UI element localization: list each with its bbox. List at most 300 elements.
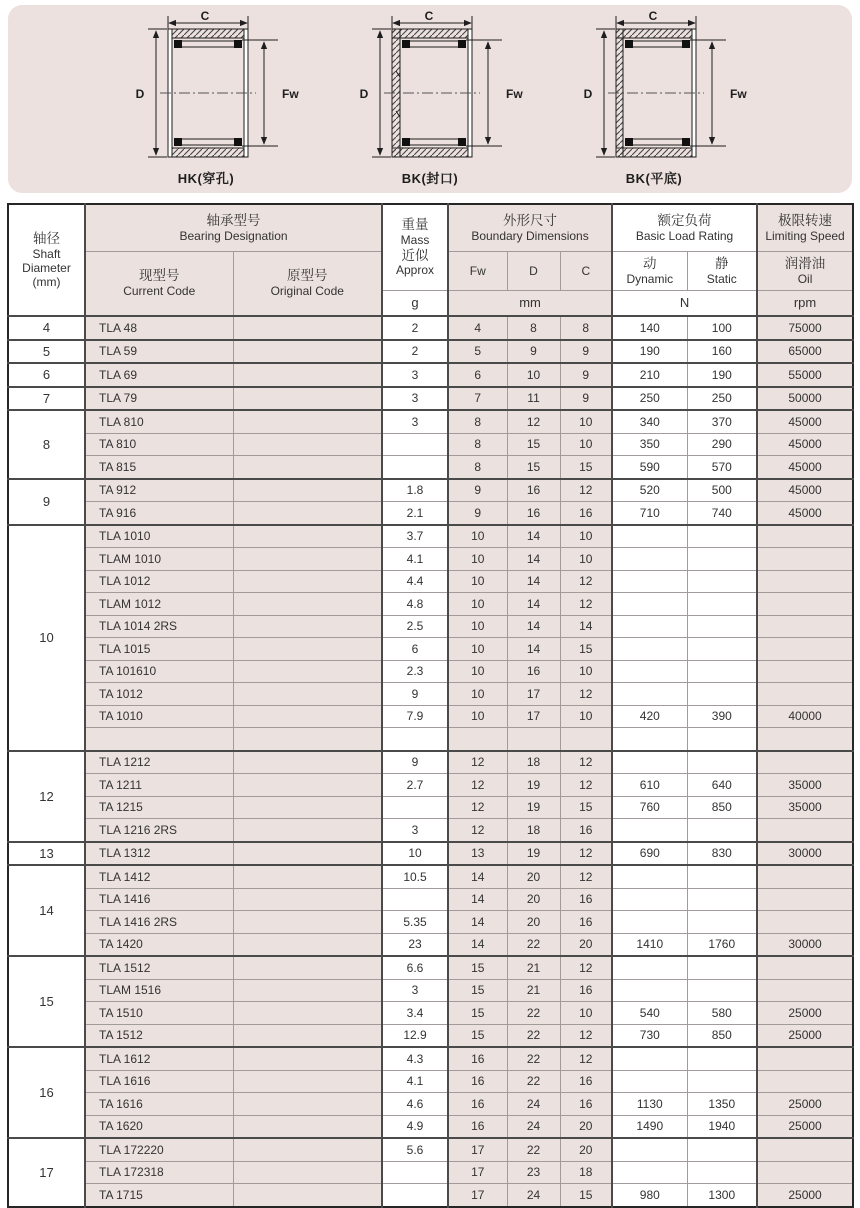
original-code-cell — [233, 570, 382, 593]
table-row — [8, 796, 853, 819]
table-row — [8, 933, 853, 956]
mass-cell: 4.1 — [382, 1070, 448, 1093]
d-cell: 17 — [507, 705, 560, 728]
table-row — [8, 525, 853, 548]
c-cell: 12 — [560, 479, 612, 502]
dynamic-cell: 980 — [612, 1184, 687, 1207]
original-code-cell — [233, 593, 382, 616]
c-cell: 12 — [560, 593, 612, 616]
d-cell: 20 — [507, 911, 560, 934]
d-cell: 16 — [507, 479, 560, 502]
header-unit-n: N — [612, 291, 757, 317]
mass-cell: 2 — [382, 316, 448, 340]
original-code-cell — [233, 865, 382, 888]
original-code-cell — [233, 1184, 382, 1207]
c-cell: 12 — [560, 774, 612, 797]
current-code-cell: TA 1215 — [85, 796, 233, 819]
c-cell: 9 — [560, 363, 612, 387]
fw-cell: 16 — [448, 1047, 507, 1070]
rpm-cell: 50000 — [757, 387, 853, 411]
rpm-cell — [757, 1138, 853, 1161]
d-cell: 22 — [507, 1002, 560, 1025]
header-limiting-speed: 极限转速 Limiting Speed — [757, 204, 853, 252]
d-cell: 15 — [507, 433, 560, 456]
rpm-cell — [757, 865, 853, 888]
c-cell: 12 — [560, 1024, 612, 1047]
current-code-cell: TLA 59 — [85, 340, 233, 364]
table-row — [8, 1093, 853, 1116]
rpm-cell: 30000 — [757, 842, 853, 866]
current-code-cell: TA 1010 — [85, 705, 233, 728]
dynamic-cell: 350 — [612, 433, 687, 456]
dynamic-cell — [612, 1070, 687, 1093]
fw-cell: 8 — [448, 433, 507, 456]
mass-cell: 2.1 — [382, 502, 448, 525]
mass-cell: 9 — [382, 683, 448, 706]
current-code-cell: TLAM 1012 — [85, 593, 233, 616]
c-cell — [560, 728, 612, 751]
current-code-cell: TA 1211 — [85, 774, 233, 797]
d-cell: 20 — [507, 865, 560, 888]
original-code-cell — [233, 340, 382, 364]
current-code-cell: TLA 810 — [85, 410, 233, 433]
current-code-cell: TLA 1010 — [85, 525, 233, 548]
svg-text:C: C — [648, 11, 658, 23]
diagram-hk-label: HK(穿孔) — [177, 171, 235, 186]
header-unit-rpm: rpm — [757, 291, 853, 317]
static-cell — [687, 683, 757, 706]
original-code-cell — [233, 660, 382, 683]
rpm-cell: 45000 — [757, 456, 853, 479]
shaft-diameter-cell: 5 — [8, 340, 85, 364]
fw-cell: 5 — [448, 340, 507, 364]
fw-cell: 10 — [448, 660, 507, 683]
d-cell: 15 — [507, 456, 560, 479]
fw-cell: 10 — [448, 525, 507, 548]
c-cell: 12 — [560, 683, 612, 706]
table-row — [8, 1115, 853, 1138]
original-code-cell — [233, 796, 382, 819]
bearing-cross-section-hk — [106, 11, 306, 171]
table-row — [8, 1070, 853, 1093]
current-code-cell: TLA 48 — [85, 316, 233, 340]
current-code-cell: TA 1620 — [85, 1115, 233, 1138]
d-cell: 21 — [507, 979, 560, 1002]
static-cell — [687, 1138, 757, 1161]
table-row — [8, 683, 853, 706]
rpm-cell — [757, 638, 853, 661]
c-cell: 16 — [560, 979, 612, 1002]
original-code-cell — [233, 1024, 382, 1047]
fw-cell: 12 — [448, 751, 507, 774]
rpm-cell: 25000 — [757, 1002, 853, 1025]
current-code-cell: TLA 1412 — [85, 865, 233, 888]
d-cell: 14 — [507, 548, 560, 571]
static-cell — [687, 525, 757, 548]
d-cell: 22 — [507, 1047, 560, 1070]
table-row — [8, 728, 853, 751]
fw-cell: 10 — [448, 683, 507, 706]
static-cell — [687, 819, 757, 842]
rpm-cell: 25000 — [757, 1115, 853, 1138]
table-row — [8, 865, 853, 888]
d-cell: 22 — [507, 1070, 560, 1093]
current-code-cell: TLA 1216 2RS — [85, 819, 233, 842]
mass-cell: 4.1 — [382, 548, 448, 571]
shaft-diameter-cell: 9 — [8, 479, 85, 525]
fw-cell: 10 — [448, 570, 507, 593]
original-code-cell — [233, 979, 382, 1002]
shaft-diameter-cell: 17 — [8, 1138, 85, 1207]
rpm-cell: 45000 — [757, 502, 853, 525]
original-code-cell — [233, 525, 382, 548]
table-row — [8, 888, 853, 911]
rpm-cell — [757, 956, 853, 979]
d-cell: 14 — [507, 570, 560, 593]
rpm-cell — [757, 911, 853, 934]
rpm-cell — [757, 683, 853, 706]
current-code-cell: TLAM 1516 — [85, 979, 233, 1002]
table-row — [8, 433, 853, 456]
rpm-cell: 25000 — [757, 1184, 853, 1207]
mass-cell: 6 — [382, 638, 448, 661]
static-cell — [687, 751, 757, 774]
static-cell — [687, 638, 757, 661]
table-row — [8, 340, 853, 364]
current-code-cell: TLA 1015 — [85, 638, 233, 661]
header-c: C — [560, 252, 612, 291]
rpm-cell: 40000 — [757, 705, 853, 728]
c-cell: 16 — [560, 1093, 612, 1116]
current-code-cell: TA 101610 — [85, 660, 233, 683]
d-cell: 23 — [507, 1161, 560, 1184]
c-cell: 8 — [560, 316, 612, 340]
mass-cell: 3.7 — [382, 525, 448, 548]
svg-text:Fw: Fw — [506, 87, 523, 101]
d-cell: 19 — [507, 774, 560, 797]
diagram-bk-flat — [554, 11, 754, 187]
current-code-cell: TLA 1612 — [85, 1047, 233, 1070]
c-cell: 10 — [560, 410, 612, 433]
table-row — [8, 660, 853, 683]
mass-cell: 3 — [382, 819, 448, 842]
current-code-cell: TLA 1212 — [85, 751, 233, 774]
d-cell: 22 — [507, 1138, 560, 1161]
dim-d-label: D — [135, 87, 145, 101]
original-code-cell — [233, 728, 382, 751]
mass-cell: 4.8 — [382, 593, 448, 616]
current-code-cell: TLA 1616 — [85, 1070, 233, 1093]
original-code-cell — [233, 842, 382, 866]
static-cell — [687, 1161, 757, 1184]
current-code-cell: TLA 79 — [85, 387, 233, 411]
dynamic-cell: 610 — [612, 774, 687, 797]
fw-cell: 12 — [448, 796, 507, 819]
original-code-cell — [233, 751, 382, 774]
table-row — [8, 774, 853, 797]
original-code-cell — [233, 1161, 382, 1184]
shaft-diameter-cell: 16 — [8, 1047, 85, 1138]
static-cell: 580 — [687, 1002, 757, 1025]
header-original-code: 原型号 Original Code — [233, 252, 382, 317]
header-d: D — [507, 252, 560, 291]
mass-cell: 10.5 — [382, 865, 448, 888]
static-cell: 1940 — [687, 1115, 757, 1138]
original-code-cell — [233, 933, 382, 956]
mass-cell: 5.6 — [382, 1138, 448, 1161]
dim-c-label: C — [200, 11, 210, 23]
original-code-cell — [233, 956, 382, 979]
c-cell: 9 — [560, 340, 612, 364]
original-code-cell — [233, 705, 382, 728]
header-unit-mm: mm — [448, 291, 612, 317]
d-cell: 22 — [507, 1024, 560, 1047]
c-cell: 10 — [560, 1002, 612, 1025]
mass-cell: 4.4 — [382, 570, 448, 593]
mass-cell: 4.3 — [382, 1047, 448, 1070]
rpm-cell: 65000 — [757, 340, 853, 364]
current-code-cell: TLA 69 — [85, 363, 233, 387]
diagram-bk-flat-label: BK(平底) — [625, 171, 683, 186]
mass-cell: 10 — [382, 842, 448, 866]
static-cell — [687, 911, 757, 934]
d-cell: 22 — [507, 933, 560, 956]
current-code-cell: TA 1012 — [85, 683, 233, 706]
original-code-cell — [233, 316, 382, 340]
c-cell: 12 — [560, 570, 612, 593]
mass-cell: 2.5 — [382, 615, 448, 638]
original-code-cell — [233, 1138, 382, 1161]
current-code-cell: TA 912 — [85, 479, 233, 502]
static-cell — [687, 956, 757, 979]
rpm-cell — [757, 1161, 853, 1184]
fw-cell: 16 — [448, 1070, 507, 1093]
diagram-hk — [106, 11, 306, 187]
c-cell: 10 — [560, 705, 612, 728]
static-cell: 390 — [687, 705, 757, 728]
header-static: 静 Static — [687, 252, 757, 291]
c-cell: 16 — [560, 502, 612, 525]
static-cell — [687, 979, 757, 1002]
c-cell: 16 — [560, 888, 612, 911]
shaft-diameter-cell: 13 — [8, 842, 85, 866]
bearing-cross-section-bk-flat — [554, 11, 754, 171]
current-code-cell: TA 1715 — [85, 1184, 233, 1207]
dynamic-cell — [612, 593, 687, 616]
d-cell: 24 — [507, 1184, 560, 1207]
dynamic-cell — [612, 570, 687, 593]
original-code-cell — [233, 1070, 382, 1093]
rpm-cell — [757, 728, 853, 751]
c-cell: 15 — [560, 456, 612, 479]
table-row — [8, 1024, 853, 1047]
rpm-cell — [757, 1047, 853, 1070]
rpm-cell — [757, 1070, 853, 1093]
table-row — [8, 387, 853, 411]
dynamic-cell — [612, 979, 687, 1002]
fw-cell: 9 — [448, 479, 507, 502]
static-cell: 1760 — [687, 933, 757, 956]
current-code-cell: TLA 1312 — [85, 842, 233, 866]
d-cell: 16 — [507, 660, 560, 683]
table-row — [8, 956, 853, 979]
fw-cell: 15 — [448, 979, 507, 1002]
current-code-cell: TA 810 — [85, 433, 233, 456]
dynamic-cell: 760 — [612, 796, 687, 819]
static-cell — [687, 1047, 757, 1070]
fw-cell: 14 — [448, 933, 507, 956]
table-row — [8, 705, 853, 728]
d-cell: 18 — [507, 751, 560, 774]
rpm-cell — [757, 615, 853, 638]
header-bearing-designation: 轴承型号 Bearing Designation — [85, 204, 382, 252]
current-code-cell: TA 1616 — [85, 1093, 233, 1116]
d-cell: 14 — [507, 593, 560, 616]
fw-cell: 4 — [448, 316, 507, 340]
current-code-cell: TLA 1014 2RS — [85, 615, 233, 638]
mass-cell: 1.8 — [382, 479, 448, 502]
header-mass: 重量 Mass 近似 Approx — [382, 204, 448, 291]
bearing-spec-table — [7, 203, 854, 1208]
d-cell: 21 — [507, 956, 560, 979]
d-cell: 11 — [507, 387, 560, 411]
mass-cell: 6.6 — [382, 956, 448, 979]
mass-cell: 23 — [382, 933, 448, 956]
static-cell: 190 — [687, 363, 757, 387]
current-code-cell: TLAM 1010 — [85, 548, 233, 571]
c-cell: 12 — [560, 842, 612, 866]
fw-cell: 13 — [448, 842, 507, 866]
header-oil: 润滑油 Oil — [757, 252, 853, 291]
d-cell: 14 — [507, 525, 560, 548]
fw-cell: 6 — [448, 363, 507, 387]
mass-cell: 2.3 — [382, 660, 448, 683]
static-cell — [687, 888, 757, 911]
fw-cell — [448, 728, 507, 751]
fw-cell: 17 — [448, 1184, 507, 1207]
mass-cell — [382, 456, 448, 479]
d-cell: 10 — [507, 363, 560, 387]
static-cell — [687, 865, 757, 888]
table-row — [8, 615, 853, 638]
rpm-cell: 75000 — [757, 316, 853, 340]
table-row — [8, 979, 853, 1002]
mass-cell: 3 — [382, 387, 448, 411]
d-cell: 17 — [507, 683, 560, 706]
c-cell: 20 — [560, 1138, 612, 1161]
c-cell: 10 — [560, 433, 612, 456]
svg-text:Fw: Fw — [730, 87, 747, 101]
fw-cell: 15 — [448, 1024, 507, 1047]
header-fw: Fw — [448, 252, 507, 291]
original-code-cell — [233, 410, 382, 433]
dynamic-cell — [612, 751, 687, 774]
mass-cell: 3 — [382, 410, 448, 433]
dynamic-cell: 190 — [612, 340, 687, 364]
mass-cell — [382, 433, 448, 456]
mass-cell — [382, 1184, 448, 1207]
fw-cell: 16 — [448, 1093, 507, 1116]
mass-cell: 3 — [382, 363, 448, 387]
table-row — [8, 911, 853, 934]
mass-cell: 4.9 — [382, 1115, 448, 1138]
d-cell: 8 — [507, 316, 560, 340]
fw-cell: 9 — [448, 502, 507, 525]
dynamic-cell — [612, 728, 687, 751]
shaft-diameter-cell: 6 — [8, 363, 85, 387]
table-row — [8, 1002, 853, 1025]
rpm-cell: 35000 — [757, 774, 853, 797]
rpm-cell — [757, 888, 853, 911]
header-current-code: 现型号 Current Code — [85, 252, 233, 317]
svg-text:D: D — [359, 87, 369, 101]
current-code-cell: TA 1510 — [85, 1002, 233, 1025]
table-row — [8, 593, 853, 616]
d-cell — [507, 728, 560, 751]
rpm-cell: 25000 — [757, 1024, 853, 1047]
table-row — [8, 502, 853, 525]
mass-cell: 3.4 — [382, 1002, 448, 1025]
dynamic-cell: 140 — [612, 316, 687, 340]
mass-cell — [382, 888, 448, 911]
c-cell: 20 — [560, 1115, 612, 1138]
c-cell: 16 — [560, 1070, 612, 1093]
static-cell — [687, 615, 757, 638]
static-cell — [687, 570, 757, 593]
c-cell: 15 — [560, 796, 612, 819]
static-cell: 850 — [687, 796, 757, 819]
static-cell: 500 — [687, 479, 757, 502]
fw-cell: 12 — [448, 774, 507, 797]
original-code-cell — [233, 502, 382, 525]
mass-cell — [382, 728, 448, 751]
static-cell: 640 — [687, 774, 757, 797]
dynamic-cell: 710 — [612, 502, 687, 525]
fw-cell: 17 — [448, 1138, 507, 1161]
shaft-diameter-cell: 14 — [8, 865, 85, 956]
d-cell: 19 — [507, 842, 560, 866]
dynamic-cell: 1490 — [612, 1115, 687, 1138]
original-code-cell — [233, 774, 382, 797]
dynamic-cell: 340 — [612, 410, 687, 433]
static-cell: 290 — [687, 433, 757, 456]
original-code-cell — [233, 819, 382, 842]
header-shaft-diameter: 轴径 Shaft Diameter (mm) — [8, 204, 85, 316]
static-cell — [687, 593, 757, 616]
fw-cell: 17 — [448, 1161, 507, 1184]
fw-cell: 10 — [448, 548, 507, 571]
static-cell: 1300 — [687, 1184, 757, 1207]
dynamic-cell — [612, 819, 687, 842]
table-row — [8, 548, 853, 571]
current-code-cell: TA 1420 — [85, 933, 233, 956]
dynamic-cell: 1130 — [612, 1093, 687, 1116]
shaft-diameter-cell: 8 — [8, 410, 85, 479]
fw-cell: 14 — [448, 911, 507, 934]
diagram-bk-sealed — [330, 11, 530, 187]
shaft-diameter-cell: 10 — [8, 525, 85, 751]
mass-cell: 3 — [382, 979, 448, 1002]
mass-cell: 12.9 — [382, 1024, 448, 1047]
original-code-cell — [233, 911, 382, 934]
current-code-cell: TLA 1012 — [85, 570, 233, 593]
original-code-cell — [233, 548, 382, 571]
dynamic-cell — [612, 548, 687, 571]
shaft-diameter-cell: 15 — [8, 956, 85, 1047]
c-cell: 20 — [560, 933, 612, 956]
dynamic-cell: 520 — [612, 479, 687, 502]
d-cell: 20 — [507, 888, 560, 911]
